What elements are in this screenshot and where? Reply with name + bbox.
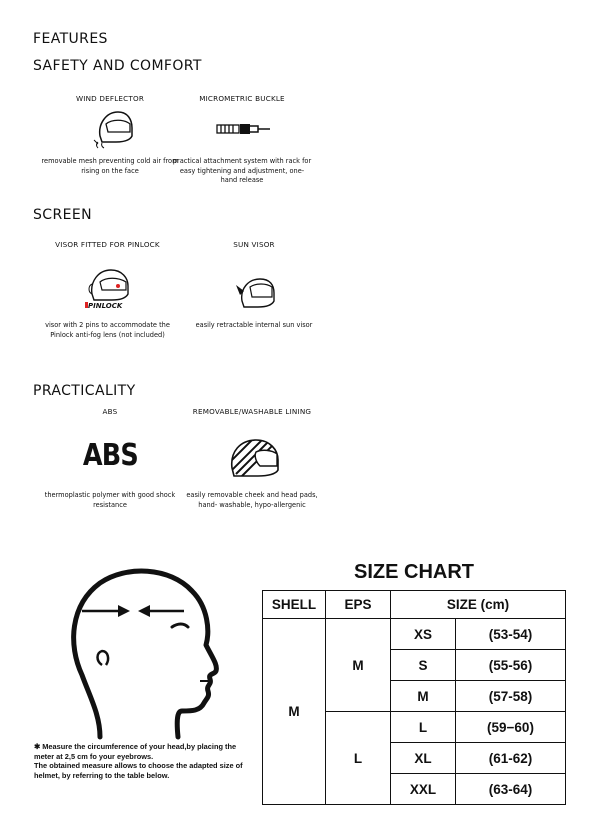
eps-header: EPS — [326, 591, 391, 619]
range-cell: (55-56) — [456, 650, 566, 681]
practicality-heading: PRACTICALITY — [33, 383, 136, 399]
eps-cell: L — [326, 712, 391, 805]
measure-note-line1: Measure the circumference of your head,by placing the meter at 2,5 cm fo your eyebrows. — [34, 742, 237, 761]
features-heading: FEATURES — [33, 31, 108, 47]
range-cell: (63-64) — [456, 774, 566, 805]
feature-abs-desc — [40, 491, 180, 510]
table-header-row — [263, 591, 566, 619]
helmet-wind-deflector-icon — [92, 106, 136, 150]
head-measurement-icon — [60, 565, 220, 740]
shell-cell: M — [263, 619, 326, 805]
feature-title: MICROMETRIC BUCKLE — [199, 94, 285, 103]
feature-desc: easily removable cheek and head pads, hand- washable, hypo-allergenic — [186, 491, 318, 509]
range-cell: (59−60) — [456, 712, 566, 743]
screen-heading: SCREEN — [33, 207, 92, 223]
measure-note — [34, 742, 254, 780]
safety-comfort-heading: SAFETY AND COMFORT — [33, 58, 202, 74]
pinlock-helmet-icon — [84, 266, 134, 310]
feature-sun-visor — [184, 240, 324, 249]
feature-desc: visor with 2 pins to accommodate the Pinlock anti-fog lens (not included) — [45, 321, 170, 339]
size-cell: S — [391, 650, 456, 681]
lining-helmet-icon — [226, 436, 282, 480]
feature-desc: removable mesh preventing cold air from rising on the face — [41, 157, 179, 175]
size-cell: XL — [391, 743, 456, 774]
buckle-icon — [216, 122, 272, 136]
range-cell: (61-62) — [456, 743, 566, 774]
feature-wind-deflector-desc — [40, 157, 180, 176]
feature-lining — [182, 407, 322, 416]
feature-desc: practical attachment system with rack for easy tightening and adjustment, one-hand release — [172, 157, 312, 184]
size-chart-title: SIZE CHART — [354, 561, 474, 583]
eps-cell: M — [326, 619, 391, 712]
range-cell: (57-58) — [456, 681, 566, 712]
feature-pinlock-desc — [40, 321, 175, 340]
feature-title: SUN VISOR — [233, 240, 275, 249]
abs-icon — [78, 438, 138, 473]
pinlock-logo-text: PINLOCK — [88, 302, 123, 310]
sun-visor-helmet-icon — [232, 275, 278, 309]
shell-header: SHELL — [263, 591, 326, 619]
feature-wind-deflector — [40, 94, 180, 103]
size-chart-table — [262, 590, 566, 805]
feature-micrometric-buckle-desc — [172, 157, 312, 186]
asterisk-icon: ✱ — [34, 742, 41, 751]
feature-abs — [40, 407, 180, 416]
feature-title: VISOR FITTED FOR PINLOCK — [55, 240, 160, 249]
size-cell: M — [391, 681, 456, 712]
table-row — [263, 619, 566, 650]
feature-lining-desc — [182, 491, 322, 510]
size-cell: L — [391, 712, 456, 743]
size-cell: XS — [391, 619, 456, 650]
feature-title: ABS — [102, 407, 118, 416]
range-cell: (53-54) — [456, 619, 566, 650]
feature-title: REMOVABLE/WASHABLE LINING — [192, 407, 312, 416]
size-cell: XXL — [391, 774, 456, 805]
size-header: SIZE (cm) — [391, 591, 566, 619]
abs-icon-text: ABS — [82, 438, 138, 473]
feature-micrometric-buckle — [172, 94, 312, 103]
feature-desc: easily retractable internal sun visor — [195, 321, 313, 329]
feature-sun-visor-desc — [184, 321, 324, 331]
measure-note-line2: The obtained measure allows to choose the adapted size of helmet, by referring to the table below. — [34, 761, 243, 780]
feature-desc: thermoplastic polymer with good shock resistance — [44, 491, 176, 509]
feature-title: WIND DEFLECTOR — [75, 94, 145, 103]
feature-pinlock — [40, 240, 175, 249]
